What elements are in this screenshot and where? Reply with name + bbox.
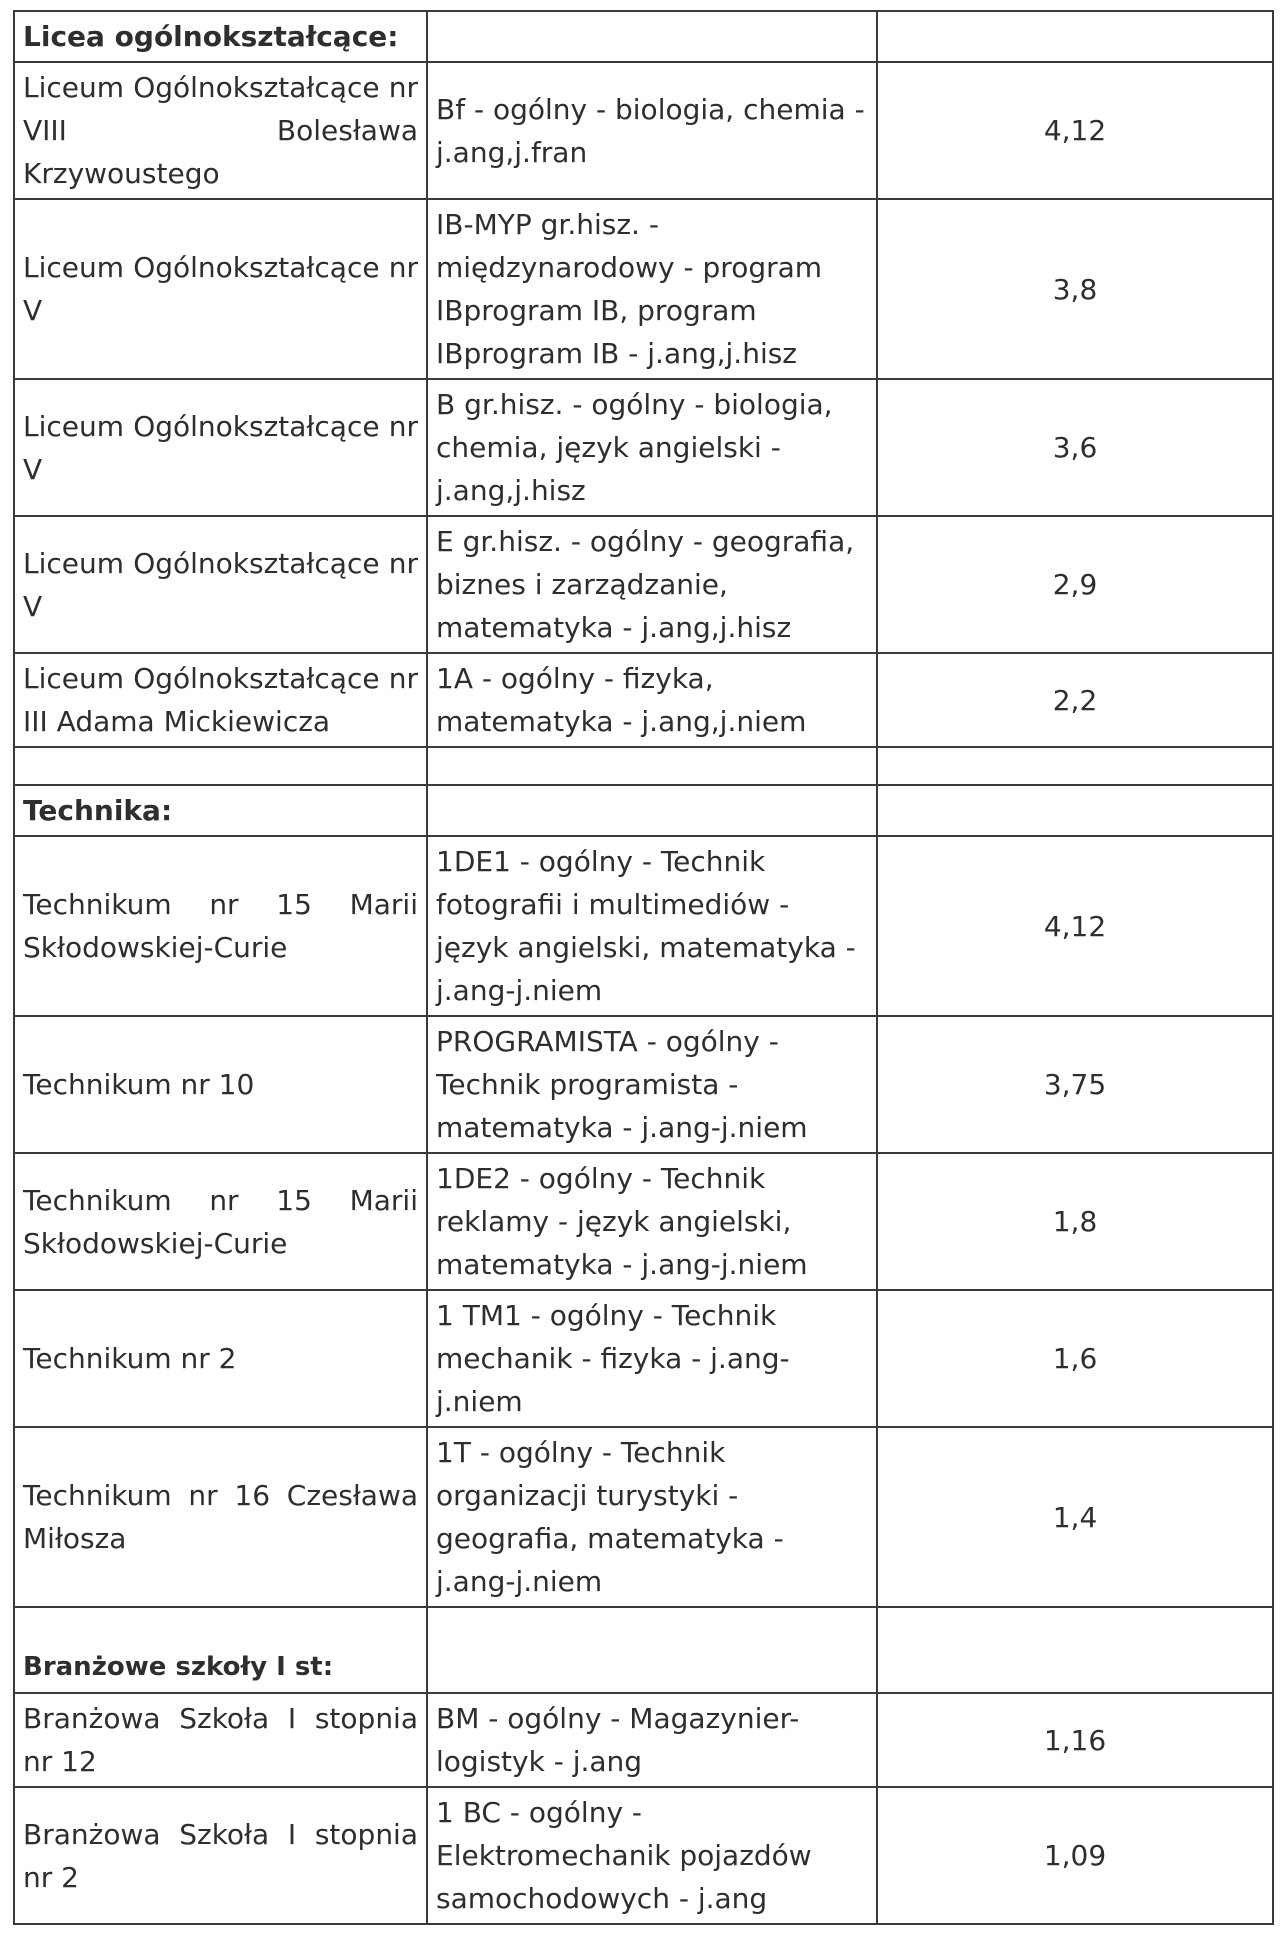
class-profile: 1T - ogólny - Technik organizacji turystyki - geografia, matematyka - j.ang-j.niem (427, 1427, 877, 1607)
section-heading: Branżowe szkoły I st: (14, 1607, 427, 1693)
table-row (14, 1153, 1273, 1290)
section-header-row (14, 785, 1273, 836)
score-value: 4,12 (877, 836, 1273, 1016)
score-value: 3,75 (877, 1016, 1273, 1153)
class-profile: E gr.hisz. - ogólny - geografia, biznes i zarządzanie, matematyka - j.ang,j.hisz (427, 516, 877, 653)
score-value: 1,09 (877, 1787, 1273, 1924)
empty-cell (877, 785, 1273, 836)
table-row (14, 836, 1273, 1016)
empty-cell (877, 11, 1273, 62)
table-row (14, 199, 1273, 379)
table-row (14, 1427, 1273, 1607)
class-profile: 1DE2 - ogólny - Technik reklamy - język angielski, matematyka - j.ang-j.niem (427, 1153, 877, 1290)
class-profile: B gr.hisz. - ogólny - biologia, chemia, język angielski - j.ang,j.hisz (427, 379, 877, 516)
class-profile: PROGRAMISTA - ogólny - Technik programista - matematyka - j.ang-j.niem (427, 1016, 877, 1153)
class-profile: 1 BC - ogólny - Elektromechanik pojazdów samochodowych - j.ang (427, 1787, 877, 1924)
school-name: Technikum nr 16 Czesława Miłosza (14, 1427, 427, 1607)
score-value: 2,2 (877, 653, 1273, 747)
school-name: Technikum nr 15 Marii Skłodowskiej-Curie (14, 1153, 427, 1290)
section-header-row (14, 1607, 1273, 1693)
table-row (14, 516, 1273, 653)
school-name: Technikum nr 10 (14, 1016, 427, 1153)
table-row (14, 62, 1273, 199)
spacer-row (14, 747, 1273, 785)
empty-cell (877, 1607, 1273, 1693)
score-value: 1,16 (877, 1693, 1273, 1787)
score-value: 3,8 (877, 199, 1273, 379)
class-profile: 1A - ogólny - fizyka, matematyka - j.ang,j.niem (427, 653, 877, 747)
school-name: Branżowa Szkoła I stopnia nr 12 (14, 1693, 427, 1787)
school-name: Liceum Ogólnokształcące nr V (14, 199, 427, 379)
table-row (14, 1787, 1273, 1924)
empty-cell (427, 747, 877, 785)
class-profile: 1DE1 - ogólny - Technik fotografii i multimediów - język angielski, matematyka - j.ang-j.niem (427, 836, 877, 1016)
empty-cell (427, 11, 877, 62)
class-profile: BM - ogólny - Magazynier-logistyk - j.ang (427, 1693, 877, 1787)
table-row (14, 653, 1273, 747)
school-name: Liceum Ogólnokształcące nr VIII Bolesława Krzywoustego (14, 62, 427, 199)
table-row (14, 1693, 1273, 1787)
class-profile: Bf - ogólny - biologia, chemia - j.ang,j.fran (427, 62, 877, 199)
empty-cell (427, 1607, 877, 1693)
table-row (14, 1016, 1273, 1153)
school-name: Liceum Ogólnokształcące nr V (14, 379, 427, 516)
score-value: 4,12 (877, 62, 1273, 199)
score-value: 1,6 (877, 1290, 1273, 1427)
score-value: 3,6 (877, 379, 1273, 516)
school-name: Technikum nr 15 Marii Skłodowskiej-Curie (14, 836, 427, 1016)
section-heading: Technika: (14, 785, 427, 836)
section-header-row (14, 11, 1273, 62)
table-row (14, 1290, 1273, 1427)
class-profile: 1 TM1 - ogólny - Technik mechanik - fizyka - j.ang-j.niem (427, 1290, 877, 1427)
score-value: 1,4 (877, 1427, 1273, 1607)
empty-cell (427, 785, 877, 836)
school-name: Liceum Ogólnokształcące nr V (14, 516, 427, 653)
school-name: Technikum nr 2 (14, 1290, 427, 1427)
score-value: 2,9 (877, 516, 1273, 653)
empty-cell (877, 747, 1273, 785)
class-profile: IB-MYP gr.hisz. - międzynarodowy - program IBprogram IB, program IBprogram IB - j.ang,j.hisz (427, 199, 877, 379)
section-heading: Licea ogólnokształcące: (14, 11, 427, 62)
score-value: 1,8 (877, 1153, 1273, 1290)
school-name: Liceum Ogólnokształcące nr III Adama Mickiewicza (14, 653, 427, 747)
empty-cell (14, 747, 427, 785)
table-row (14, 379, 1273, 516)
school-name: Branżowa Szkoła I stopnia nr 2 (14, 1787, 427, 1924)
school-ranking-table (13, 10, 1274, 1925)
